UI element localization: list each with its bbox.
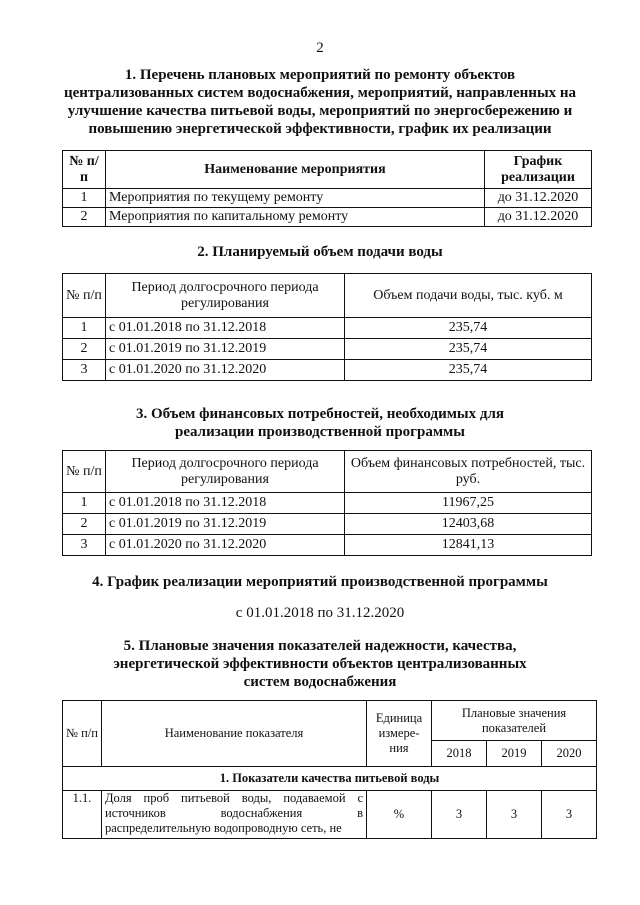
table-row — [63, 318, 592, 339]
row-name: Мероприятия по текущему ремонту — [106, 189, 485, 208]
row-num: 1 — [63, 189, 106, 208]
table-row — [63, 339, 592, 360]
row-unit: % — [367, 791, 432, 839]
row-period: с 01.01.2018 по 31.12.2018 — [106, 493, 345, 514]
row-value: 235,74 — [345, 339, 592, 360]
header-num: № п/п — [63, 151, 106, 189]
header-year: 2020 — [542, 741, 597, 767]
page-number: 2 — [316, 40, 324, 56]
section4-subtitle: с 01.01.2018 по 31.12.2020 — [235, 605, 405, 621]
row-value: 11967,25 — [345, 493, 592, 514]
row-name: Доля проб питьевой воды, подаваемой с источников водоснабжения в распределительную водопроводную сеть, не — [102, 791, 367, 839]
table-row — [63, 535, 592, 556]
section3-table — [62, 450, 592, 556]
header-period: Период долгосрочного периода регулирования — [106, 274, 345, 318]
row-num: 2 — [63, 339, 106, 360]
row-value: 12403,68 — [345, 514, 592, 535]
section1-title-line: 1. Перечень плановых мероприятий по ремонту объектов — [124, 67, 516, 83]
row-period: с 01.01.2020 по 31.12.2020 — [106, 535, 345, 556]
row-name: Мероприятия по капитальному ремонту — [106, 208, 485, 227]
row-num: 2 — [63, 208, 106, 227]
section1-title-line: централизованных систем водоснабжения, мероприятий, направленных на — [63, 85, 577, 101]
row-value: 235,74 — [345, 360, 592, 381]
header-unit: Единица измере-ния — [367, 701, 432, 767]
header-num: № п/п — [63, 451, 106, 493]
row-schedule: до 31.12.2020 — [485, 189, 592, 208]
section4-title: 4. График реализации мероприятий производственной программы — [92, 574, 548, 590]
table-row — [63, 360, 592, 381]
row-value-2020: 3 — [542, 791, 597, 839]
section1-title-line: улучшение качества питьевой воды, мероприятий по энергосбережению и — [67, 103, 573, 119]
row-value: 12841,13 — [345, 535, 592, 556]
header-name: Наименование показателя — [102, 701, 367, 767]
section3-title-line: 3. Объем финансовых потребностей, необходимых для — [135, 406, 505, 422]
row-schedule: до 31.12.2020 — [485, 208, 592, 227]
header-schedule: График реализации — [485, 151, 592, 189]
table-row — [63, 189, 592, 208]
header-period: Период долгосрочного периода регулирования — [106, 451, 345, 493]
header-num: № п/п — [63, 701, 102, 767]
table-row — [63, 791, 597, 839]
row-period: с 01.01.2019 по 31.12.2019 — [106, 514, 345, 535]
header-year: 2018 — [432, 741, 487, 767]
section1-title — [60, 66, 580, 138]
section5-title-line: энергетической эффективности объектов централизованных — [113, 656, 527, 672]
table-row — [63, 208, 592, 227]
header-num: № п/п — [63, 274, 106, 318]
header-name: Наименование мероприятия — [106, 151, 485, 189]
group-row: 1. Показатели качества питьевой воды — [63, 767, 597, 791]
row-num: 3 — [63, 535, 106, 556]
section1-table — [62, 150, 592, 227]
section5-title — [60, 637, 580, 691]
row-value-2018: 3 — [432, 791, 487, 839]
row-period: с 01.01.2020 по 31.12.2020 — [106, 360, 345, 381]
row-num: 1 — [63, 318, 106, 339]
row-value-2019: 3 — [487, 791, 542, 839]
row-value: 235,74 — [345, 318, 592, 339]
section1-title-line: повышению энергетической эффективности, график их реализации — [88, 121, 552, 137]
row-num: 3 — [63, 360, 106, 381]
header-volume: Объем подачи воды, тыс. куб. м — [345, 274, 592, 318]
section5-table — [62, 700, 597, 839]
table-row — [63, 514, 592, 535]
row-num: 1.1. — [63, 791, 102, 839]
section5-title-line: систем водоснабжения — [243, 674, 397, 690]
section2-table — [62, 273, 592, 381]
section5-title-line: 5. Плановые значения показателей надежности, качества, — [123, 638, 517, 654]
header-planned: Плановые значения показателей — [432, 701, 597, 741]
row-period: с 01.01.2018 по 31.12.2018 — [106, 318, 345, 339]
row-num: 2 — [63, 514, 106, 535]
table-row — [63, 493, 592, 514]
header-year: 2019 — [487, 741, 542, 767]
section3-title-line: реализации производственной программы — [175, 424, 465, 440]
section2-title: 2. Планируемый объем подачи воды — [197, 244, 443, 260]
section3-title — [60, 405, 580, 441]
row-num: 1 — [63, 493, 106, 514]
header-volume: Объем финансовых потребностей, тыс. руб. — [345, 451, 592, 493]
row-period: с 01.01.2019 по 31.12.2019 — [106, 339, 345, 360]
